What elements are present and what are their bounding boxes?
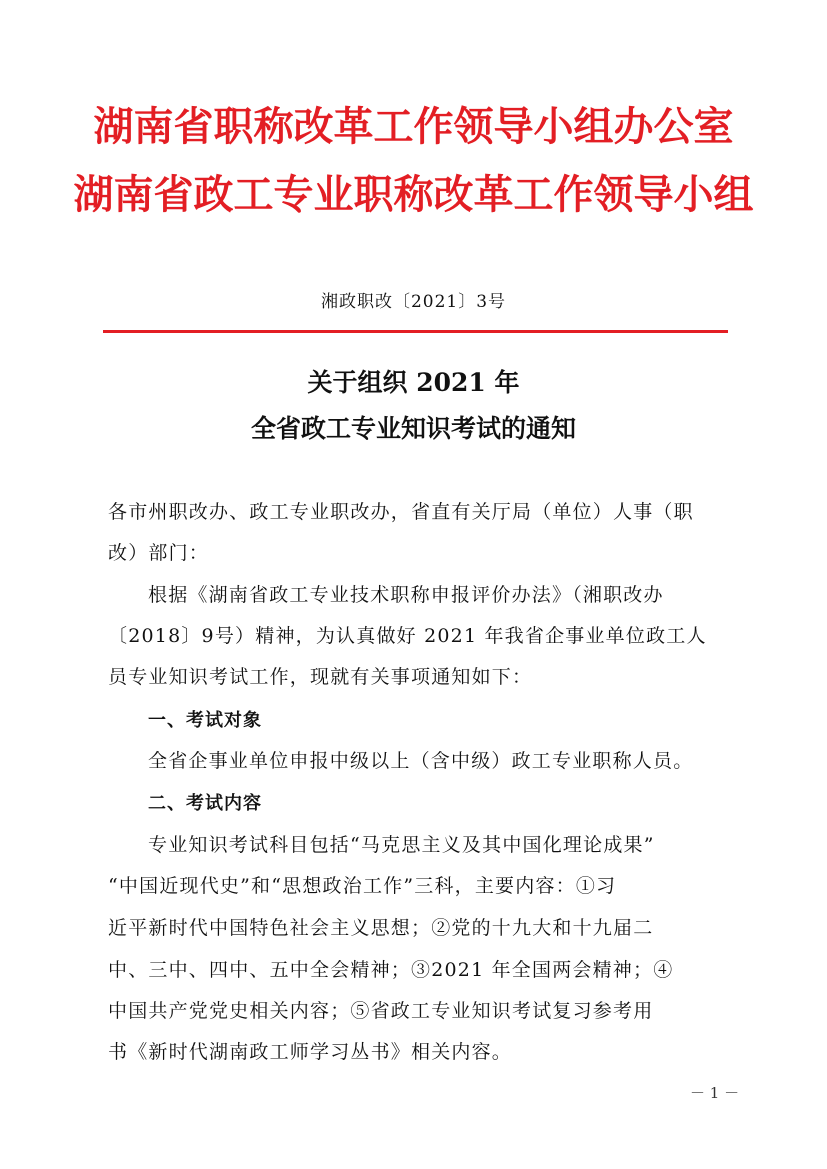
body-paragraph-line: 中国共产党党史相关内容；⑤省政工专业知识考试复习参考用: [108, 1000, 654, 1022]
page-number: － 1 －: [690, 1084, 740, 1102]
document-number: 湘政职改〔2021〕3号: [320, 292, 507, 312]
issuer-title-line-1: 湖南省职称改革工作领导小组办公室: [93, 103, 734, 150]
notice-title-line-2: 全省政工专业知识考试的通知: [250, 414, 576, 443]
body-paragraph-line: 〔2018〕9号）精神，为认真做好 2021 年我省企事业单位政工人: [108, 625, 707, 647]
red-divider-line: [103, 330, 728, 333]
body-paragraph-line: 全省企事业单位申报中级以上（含中级）政工专业职称人员。: [148, 750, 694, 772]
section-heading-exam-targets: 一、考试对象: [148, 710, 262, 731]
body-paragraph-line: 根据《湖南省政工专业技术职称申报评价办法》（湘职改办: [148, 584, 664, 606]
body-paragraph-line: 近平新时代中国特色社会主义思想；②党的十九大和十九届二: [108, 917, 654, 939]
body-paragraph-line: 书《新时代湖南政工师学习丛书》相关内容。: [108, 1041, 513, 1063]
notice-title-line-1: 关于组织 2021 年: [307, 368, 520, 397]
body-paragraph-line: 专业知识考试科目包括“马克思主义及其中国化理论成果”: [148, 834, 655, 856]
body-paragraph-line: 中、三中、四中、五中全会精神；③2021 年全国两会精神；④: [108, 959, 674, 981]
issuer-title-line-2: 湖南省政工专业职称改革工作领导小组: [73, 171, 754, 218]
body-paragraph-line: 员专业知识考试工作，现就有关事项通知如下：: [108, 666, 533, 688]
body-paragraph-line: “中国近现代史”和“思想政治工作”三科，主要内容：①习: [108, 875, 617, 897]
section-heading-exam-content: 二、考试内容: [148, 793, 262, 814]
addressee-line-2: 改）部门：: [108, 542, 210, 564]
addressee-line-1: 各市州职改办、政工专业职改办，省直有关厅局（单位）人事（职: [108, 501, 694, 523]
